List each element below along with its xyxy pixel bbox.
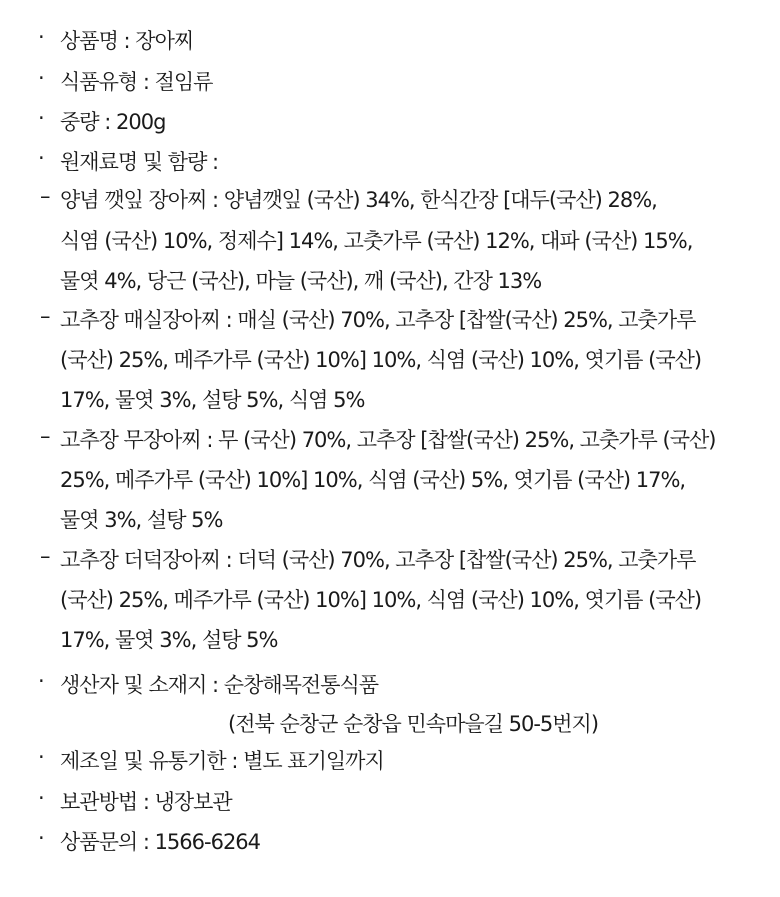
item-expiration — [38, 745, 384, 775]
producer-address: (전북 순창군 순창읍 민속마을길 50-5번지) — [228, 712, 599, 736]
ingredient-line: 물엿 3%, 설탕 5% — [60, 508, 223, 532]
ingredient-text: 고추장 더덕장아찌 : 더덕 (국산) 70%, 고추장 [찹쌀(국산) 25%, 고춧가루 — [60, 548, 696, 572]
item-text: 원재료명 및 함량 : — [60, 150, 219, 174]
ingredient-line: (국산) 25%, 메주가루 (국산) 10%] 10%, 식염 (국산) 10%, 엿기름 (국산) — [60, 588, 702, 612]
dash-mark: – — [40, 424, 50, 448]
item-text: 상품명 : 장아찌 — [60, 29, 194, 53]
item-text: 식품유형 : 절임류 — [60, 70, 213, 94]
ingredient-line — [40, 184, 657, 214]
ingredient-text: 고추장 무장아찌 : 무 (국산) 70%, 고추장 [찹쌀(국산) 25%, 고춧가루 (국산) — [60, 428, 716, 452]
bullet-mark: · — [38, 66, 44, 90]
item-text: 상품문의 : 1566-6264 — [60, 830, 261, 854]
ingredient-line: 17%, 물엿 3%, 설탕 5%, 식염 5% — [60, 388, 365, 412]
item-text: 보관방법 : 냉장보관 — [60, 790, 232, 814]
item-text: 중량 : 200g — [60, 110, 166, 134]
item-weight — [38, 106, 166, 136]
bullet-mark: · — [38, 146, 44, 170]
bullet-mark: · — [38, 826, 44, 850]
dash-mark: – — [40, 544, 50, 568]
ingredient-line — [40, 424, 716, 454]
ingredient-text: 고추장 매실장아찌 : 매실 (국산) 70%, 고추장 [찹쌀(국산) 25%, 고춧가루 — [60, 308, 696, 332]
item-inquiry — [38, 826, 261, 856]
ingredient-line: (국산) 25%, 메주가루 (국산) 10%] 10%, 식염 (국산) 10%, 엿기름 (국산) — [60, 348, 702, 372]
ingredient-text: 양념 깻잎 장아찌 : 양념깻잎 (국산) 34%, 한식간장 [대두(국산) 28%, — [60, 188, 657, 212]
dash-mark: – — [40, 304, 50, 328]
ingredient-line — [40, 544, 696, 574]
ingredient-line: 물엿 4%, 당근 (국산), 마늘 (국산), 깨 (국산), 간장 13% — [60, 269, 542, 293]
bullet-mark: · — [38, 786, 44, 810]
ingredient-line — [40, 304, 696, 334]
bullet-mark: · — [38, 669, 44, 693]
bullet-mark: · — [38, 106, 44, 130]
dash-mark: – — [40, 184, 50, 208]
item-product-name — [38, 25, 194, 55]
item-producer — [38, 669, 379, 699]
ingredient-line: 25%, 메주가루 (국산) 10%] 10%, 식염 (국산) 5%, 엿기름 (국산) 17%, — [60, 468, 686, 492]
item-text: 제조일 및 유통기한 : 별도 표기일까지 — [60, 749, 384, 773]
item-food-type — [38, 66, 213, 96]
bullet-mark: · — [38, 745, 44, 769]
ingredient-line: 17%, 물엿 3%, 설탕 5% — [60, 628, 278, 652]
item-storage — [38, 786, 232, 816]
bullet-mark: · — [38, 25, 44, 49]
ingredient-line: 식염 (국산) 10%, 정제수] 14%, 고춧가루 (국산) 12%, 대파 (국산) 15%, — [60, 229, 693, 253]
item-ingredients-heading — [38, 146, 219, 176]
item-text: 생산자 및 소재지 : 순창해목전통식품 — [60, 673, 379, 697]
